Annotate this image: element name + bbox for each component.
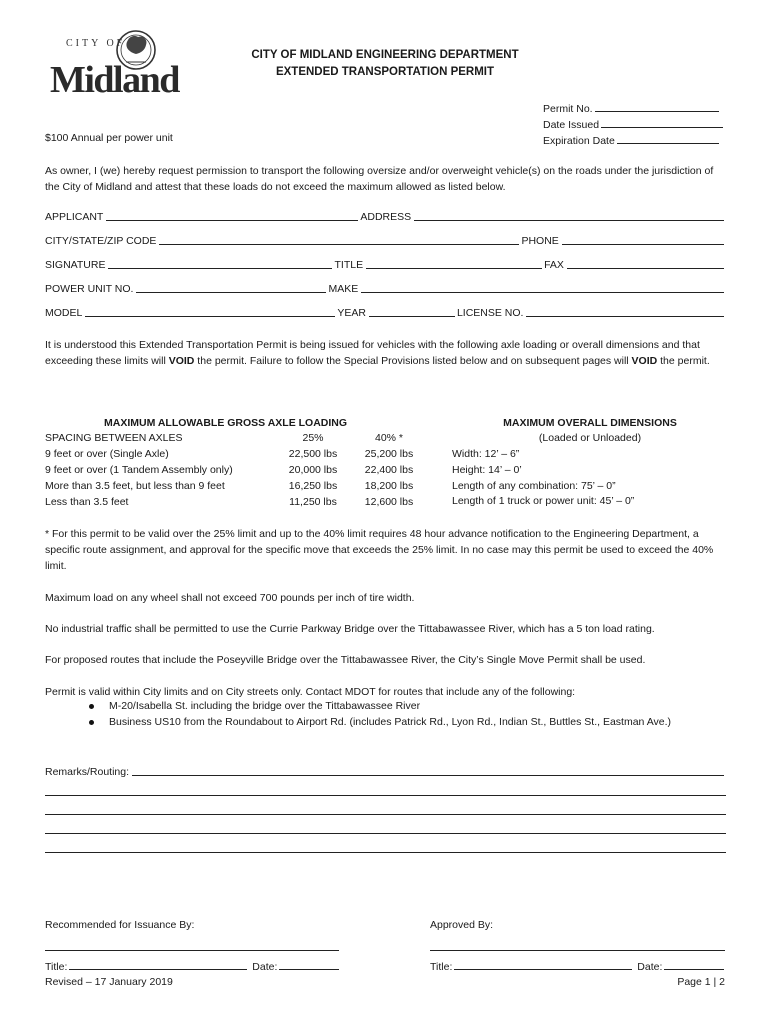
recommended-title-label: Title: bbox=[45, 961, 68, 973]
table-cell: 20,000 lbs bbox=[288, 464, 338, 476]
understanding-text-2: the permit. Failure to follow the Special Provisions listed below and on subsequent pages will bbox=[194, 355, 632, 367]
remarks-line-5[interactable] bbox=[45, 852, 726, 853]
title-label: TITLE bbox=[334, 259, 364, 271]
axle-table bbox=[45, 430, 427, 510]
recommended-title-row bbox=[45, 958, 339, 973]
dimension-height: Height: 14’ – 0’ bbox=[452, 464, 522, 476]
dimension-width: Width: 12’ – 6” bbox=[452, 448, 520, 460]
approved-title-field[interactable] bbox=[454, 958, 632, 970]
remarks-field[interactable] bbox=[132, 765, 724, 776]
page-number: Page 1 | 2 bbox=[677, 976, 725, 988]
understanding-text-1: It is understood this Extended Transportation Permit is being issued for vehicles with the following axle loading or overall dimensions and that exceeding these limits will bbox=[45, 339, 700, 367]
power-unit-row bbox=[45, 281, 726, 295]
table-row bbox=[45, 494, 427, 510]
table-cell: 9 feet or over (Single Axle) bbox=[45, 448, 169, 460]
make-label: MAKE bbox=[328, 283, 359, 295]
list-item bbox=[89, 700, 420, 712]
model-field[interactable] bbox=[85, 306, 335, 317]
table-cell: 22,500 lbs bbox=[288, 448, 338, 460]
wheel-load-note: Maximum load on any wheel shall not exceed 700 pounds per inch of tire width. bbox=[45, 592, 415, 604]
void-text-2: VOID bbox=[631, 355, 658, 367]
license-no-label: LICENSE NO. bbox=[456, 307, 524, 319]
recommended-label: Recommended for Issuance By: bbox=[45, 919, 195, 931]
poseyville-note: For proposed routes that include the Poseyville Bridge over the Tittabawassee River, the City’s Single Move Permit shall be used. bbox=[45, 654, 646, 666]
approved-title-label: Title: bbox=[430, 961, 453, 973]
phone-field[interactable] bbox=[562, 234, 724, 245]
model-row bbox=[45, 305, 726, 319]
approved-title-row bbox=[430, 958, 724, 973]
applicant-label: APPLICANT bbox=[45, 211, 104, 223]
phone-label: PHONE bbox=[521, 235, 559, 247]
table-cell: Less than 3.5 feet bbox=[45, 496, 129, 508]
year-label: YEAR bbox=[337, 307, 366, 319]
remarks-line-3[interactable] bbox=[45, 814, 726, 815]
fee-text: $100 Annual per power unit bbox=[45, 132, 173, 144]
signature-field[interactable] bbox=[108, 258, 332, 269]
expiration-date-field[interactable] bbox=[617, 132, 719, 144]
table-cell: 12,600 lbs bbox=[364, 496, 414, 508]
city-logo bbox=[48, 26, 179, 102]
table-cell: 11,250 lbs bbox=[289, 496, 337, 508]
title-field[interactable] bbox=[366, 258, 542, 269]
dimensions-subheading: (Loaded or Unloaded) bbox=[538, 432, 642, 444]
approved-date-field[interactable] bbox=[664, 958, 724, 970]
remarks-row bbox=[45, 764, 726, 778]
recommended-signature-line[interactable] bbox=[45, 950, 339, 951]
model-label: MODEL bbox=[45, 307, 83, 319]
table-row bbox=[45, 462, 427, 478]
expiration-date-label: Expiration Date bbox=[543, 135, 615, 147]
revised-date: Revised – 17 January 2019 bbox=[45, 976, 173, 988]
power-unit-no-label: POWER UNIT NO. bbox=[45, 283, 134, 295]
axle-table-header bbox=[45, 430, 427, 446]
dimensions-heading: MAXIMUM OVERALL DIMENSIONS bbox=[503, 417, 677, 429]
approved-label: Approved By: bbox=[430, 919, 494, 931]
signature-row bbox=[45, 257, 726, 271]
license-no-field[interactable] bbox=[526, 306, 724, 317]
dimension-combination-length: Length of any combination: 75’ – 0” bbox=[452, 480, 616, 492]
address-field[interactable] bbox=[414, 210, 724, 221]
bridge-note: No industrial traffic shall be permitted to use the Currie Parkway Bridge over the Tittabawassee River, which has a 5 ton load rating. bbox=[45, 623, 655, 635]
mdot-bullet-text: M-20/Isabella St. including the bridge over the Tittabawassee River bbox=[109, 700, 421, 712]
signature-label: SIGNATURE bbox=[45, 259, 106, 271]
date-issued-label: Date Issued bbox=[543, 119, 600, 131]
permit-no-row bbox=[543, 100, 719, 115]
date-issued-field[interactable] bbox=[601, 116, 723, 128]
mdot-bullet-text: Business US10 from the Roundabout to Airport Rd. (includes Patrick Rd., Lyon Rd., Indian St., Buttles St., Eastman Ave.) bbox=[109, 716, 672, 728]
city-state-zip-label: CITY/STATE/ZIP CODE bbox=[45, 235, 157, 247]
understanding-text-3: the permit. bbox=[657, 355, 710, 367]
pct40-column-header: 40% * bbox=[374, 432, 404, 444]
void-text-1: VOID bbox=[168, 355, 195, 367]
table-row bbox=[45, 446, 427, 462]
logo-name: Midland bbox=[50, 59, 179, 101]
spacing-column-header: SPACING BETWEEN AXLES bbox=[45, 432, 183, 444]
address-label: ADDRESS bbox=[360, 211, 412, 223]
remarks-label: Remarks/Routing: bbox=[45, 766, 130, 778]
remarks-line-4[interactable] bbox=[45, 833, 726, 834]
page-subtitle: EXTENDED TRANSPORTATION PERMIT bbox=[275, 66, 495, 78]
power-unit-no-field[interactable] bbox=[136, 282, 326, 293]
table-cell: 25,200 lbs bbox=[364, 448, 414, 460]
mdot-note: Permit is valid within City limits and on City streets only. Contact MDOT for routes that include any of the following: bbox=[45, 686, 576, 698]
axle-table-heading: MAXIMUM ALLOWABLE GROSS AXLE LOADING bbox=[104, 417, 348, 429]
page-title: CITY OF MIDLAND ENGINEERING DEPARTMENT bbox=[251, 49, 519, 61]
approved-signature-line[interactable] bbox=[430, 950, 725, 951]
recommended-title-field[interactable] bbox=[69, 958, 247, 970]
table-cell: 9 feet or over (1 Tandem Assembly only) bbox=[45, 464, 233, 476]
recommended-date-label: Date: bbox=[252, 961, 278, 973]
logo-arc-text: CITY OF bbox=[66, 38, 126, 49]
expiration-date-row bbox=[543, 132, 719, 147]
applicant-row bbox=[45, 209, 726, 223]
permit-no-field[interactable] bbox=[595, 100, 719, 112]
understanding-paragraph bbox=[45, 337, 726, 369]
dimension-truck-length: Length of 1 truck or power unit: 45’ – 0” bbox=[452, 495, 635, 507]
table-cell: More than 3.5 feet, but less than 9 feet bbox=[45, 480, 225, 492]
make-field[interactable] bbox=[361, 282, 724, 293]
applicant-field[interactable] bbox=[106, 210, 358, 221]
bullet-icon bbox=[89, 704, 94, 709]
approved-date-label: Date: bbox=[637, 961, 663, 973]
table-cell: 16,250 lbs bbox=[288, 480, 338, 492]
pct25-column-header: 25% bbox=[302, 432, 324, 444]
year-field[interactable] bbox=[369, 306, 455, 317]
table-cell: 22,400 lbs bbox=[364, 464, 414, 476]
table-cell: 18,200 lbs bbox=[364, 480, 414, 492]
permit-no-label: Permit No. bbox=[543, 103, 593, 115]
intro-paragraph: As owner, I (we) hereby request permission to transport the following oversize and/or overweight vehicle(s) on the roads under the jurisdiction of the City of Midland and attest that these loads do not exceed the maximum allowed as listed below. bbox=[45, 165, 714, 193]
fax-label: FAX bbox=[544, 259, 564, 271]
city-state-zip-field[interactable] bbox=[159, 234, 519, 245]
city-row bbox=[45, 233, 726, 247]
date-issued-row bbox=[543, 116, 723, 131]
table-row bbox=[45, 478, 427, 494]
recommended-date-field[interactable] bbox=[279, 958, 339, 970]
fax-field[interactable] bbox=[567, 258, 724, 269]
bullet-icon bbox=[89, 720, 94, 725]
remarks-line-2[interactable] bbox=[45, 795, 726, 796]
footnote-paragraph: * For this permit to be valid over the 25% limit and up to the 40% limit requires 48 hour advance notification to the Engineering Department, a specific route assignment, and approval for the specific move that exceeds the 25% limit. In no case may this permit be used to exceed the 40% limit. bbox=[45, 528, 714, 572]
list-item bbox=[89, 716, 671, 728]
